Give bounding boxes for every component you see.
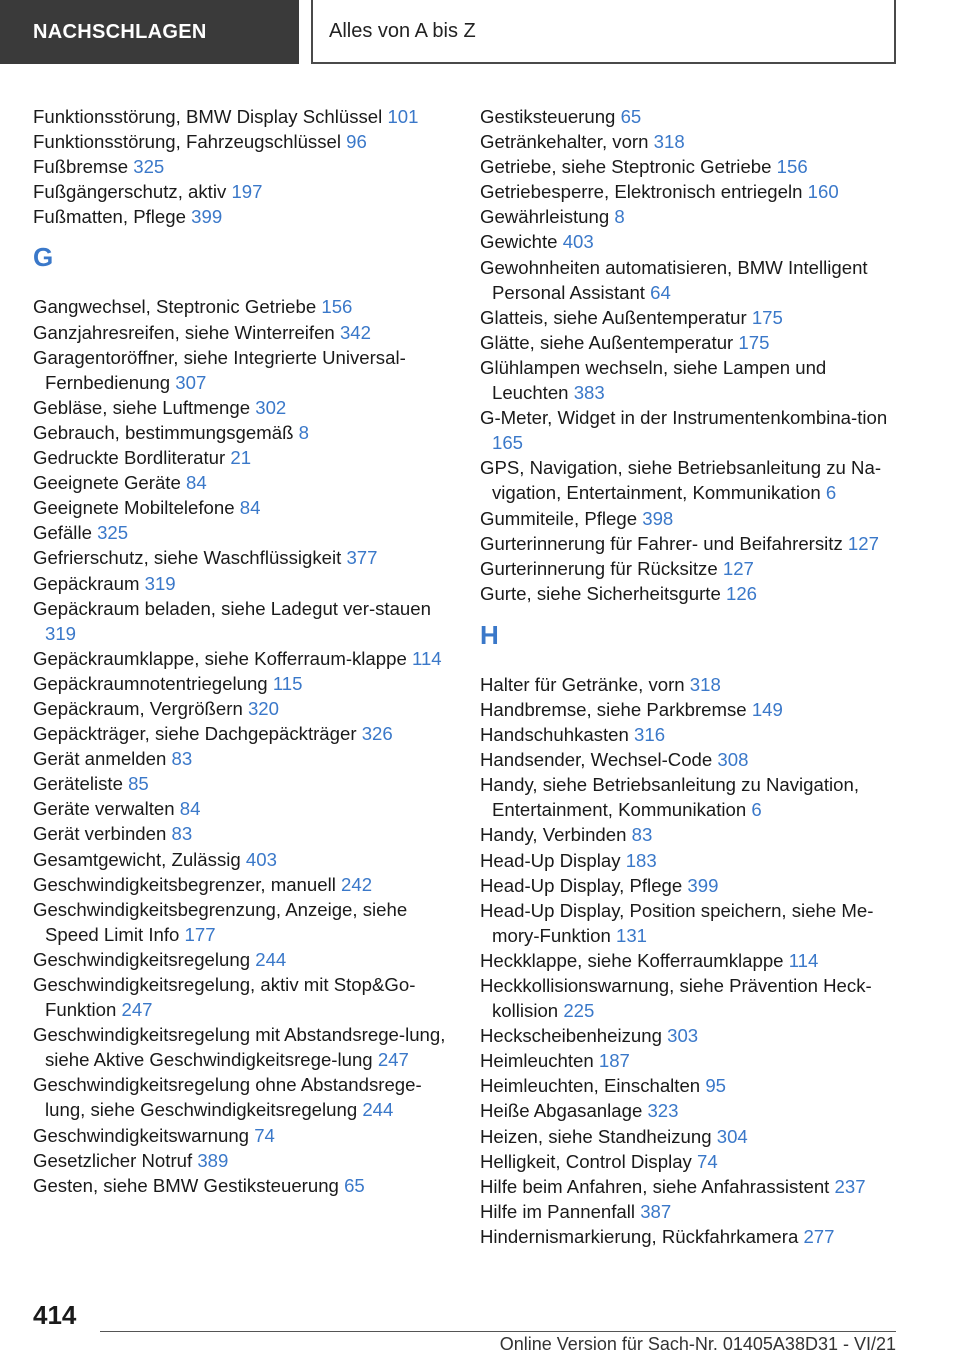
entry-text: G-Meter, Widget in der Instrumentenkombina-tion [480,407,888,429]
entry-text: Geeignete Geräte [33,472,181,494]
page-reference-link[interactable]: 114 [788,949,819,971]
page-reference-link[interactable]: 83 [171,748,193,770]
entry-text: Gurterinnerung für Fahrer- und Beifahrersitz [480,532,843,554]
entry-text: Gebrauch, bestimmungsgemäß [33,421,294,443]
page-reference-link[interactable]: 277 [803,1225,835,1247]
index-entry [33,821,453,846]
index-entry [480,697,900,722]
entry-text: Head-Up Display, Position speichern, siehe Me-mory-Funktion [480,899,874,946]
page-reference-link[interactable]: 84 [179,798,201,820]
index-letter-g: G [33,242,54,273]
index-entry [480,104,900,129]
index-entry [480,506,900,531]
page-reference-link[interactable]: 403 [245,848,277,870]
index-entry [480,255,900,305]
index-entry [480,1023,900,1048]
index-entry [33,796,453,821]
entry-text: Heizen, siehe Standheizung [480,1125,712,1147]
index-entry [480,154,900,179]
page-reference-link[interactable]: 6 [825,482,837,504]
index-entry [33,872,453,897]
page-reference-link[interactable]: 156 [776,156,808,178]
entry-text: Geräteliste [33,773,123,795]
index-entry [33,129,453,154]
page-reference-link[interactable]: 244 [362,1099,394,1121]
index-entry [480,204,900,229]
index-entry [33,179,453,204]
page-reference-link[interactable]: 8 [614,206,625,228]
page-reference-link[interactable]: 127 [722,557,754,579]
index-entry [480,179,900,204]
page-reference-link[interactable]: 175 [751,306,783,328]
index-entry [480,1174,900,1199]
page-reference-link[interactable]: 319 [45,622,77,644]
entry-text: Gurte, siehe Sicherheitsgurte [480,582,721,604]
index-entry [33,320,453,345]
entry-text: Heimleuchten, Einschalten [480,1075,701,1097]
index-entry [480,531,900,556]
entry-text: Helligkeit, Control Display [480,1150,692,1172]
entry-text: Handsender, Wechsel-Code [480,749,713,771]
entry-text: Gesetzlicher Notruf [33,1149,193,1171]
index-entry [480,1224,900,1249]
page-reference-link[interactable]: 115 [272,672,303,694]
index-entry [480,581,900,606]
index-entry [480,948,900,973]
page-reference-link[interactable]: 84 [239,497,261,519]
entry-text: Gepäckraumklappe, siehe Kofferraum-klappe [33,647,407,669]
entry-text: Heckscheibenheizung [480,1025,662,1047]
page-reference-link[interactable]: 225 [563,1000,595,1022]
entry-text: Gerät anmelden [33,748,167,770]
page-reference-link[interactable]: 237 [834,1175,866,1197]
page-reference-link[interactable]: 8 [298,421,309,443]
entry-text: Gefrierschutz, siehe Waschflüssigkeit [33,547,342,569]
page-reference-link[interactable]: 175 [738,331,770,353]
entry-text: Gepäckraum [33,572,140,594]
entry-text: Getriebesperre, Elektronisch entriegeln [480,181,803,203]
index-entry [33,947,453,972]
section-tab: NACHSCHLAGEN [0,0,299,64]
page-reference-link[interactable]: 83 [631,824,653,846]
page-reference-link[interactable]: 325 [133,156,165,178]
page-reference-link[interactable]: 398 [642,507,674,529]
index-entry [480,1124,900,1149]
entry-text: Funktionsstörung, BMW Display Schlüssel [33,106,383,127]
entries-g-right [480,104,900,606]
entry-text: Glatteis, siehe Außentemperatur [480,306,747,328]
entry-text: Geräte verwalten [33,798,175,820]
page-reference-link[interactable]: 156 [321,296,353,318]
index-entry [33,1148,453,1173]
index-entry [33,721,453,746]
index-entry [33,445,453,470]
chapter-title: Alles von A bis Z [311,0,896,64]
page-reference-link[interactable]: 101 [387,106,419,127]
page-reference-link[interactable]: 320 [247,697,279,719]
index-entry [33,646,453,671]
page-reference-link[interactable]: 74 [254,1124,275,1146]
entry-text: Fußmatten, Pflege [33,206,186,228]
page-reference-link[interactable]: 316 [634,724,666,746]
page-reference-link[interactable]: 247 [121,999,153,1021]
entry-text: Geschwindigkeitswarnung [33,1124,250,1146]
index-entry [33,495,453,520]
page-reference-link[interactable]: 131 [616,924,648,946]
index-entry [33,671,453,696]
index-letter-h: H [480,619,499,650]
index-entry [480,229,900,254]
entries-h [480,672,900,1249]
page-reference-link[interactable]: 403 [562,231,594,253]
index-entry [33,746,453,771]
entry-text: Handy, Verbinden [480,824,627,846]
index-entry [480,556,900,581]
page-reference-link[interactable]: 307 [175,371,207,393]
entry-text: Ganzjahresreifen, siehe Winterreifen [33,321,335,343]
page-reference-link[interactable]: 303 [667,1025,699,1047]
page-reference-link[interactable]: 114 [411,647,442,669]
page-reference-link[interactable]: 127 [847,532,879,554]
entry-text: Glühlampen wechseln, siehe Lampen und Leuchten [480,356,827,404]
entry-text: Gebläse, siehe Luftmenge [33,396,251,418]
page-reference-link[interactable]: 64 [650,281,671,303]
index-entry [33,596,453,646]
entry-text: Gerät verbinden [33,823,167,845]
page-number: 414 [33,1300,77,1330]
index-entry [33,345,453,395]
page-reference-link[interactable]: 65 [620,106,642,127]
page-reference-link[interactable]: 387 [640,1200,672,1222]
index-entry [480,1149,900,1174]
entry-text: Fußbremse [33,156,129,178]
page-reference-link[interactable]: 304 [716,1125,748,1147]
entry-text: Hilfe beim Anfahren, siehe Anfahrassistent [480,1175,830,1197]
entry-text: Geschwindigkeitsbegrenzer, manuell [33,873,336,895]
page-reference-link[interactable]: 383 [573,382,605,404]
page-reference-link[interactable]: 149 [751,698,783,720]
index-column-right [480,104,900,1249]
page-reference-link[interactable]: 308 [717,749,749,771]
index-entry [33,571,453,596]
index-entry [480,772,900,822]
index-entry [480,305,900,330]
index-entry [33,470,453,495]
index-entry [33,847,453,872]
index-entry [480,129,900,154]
entry-text: Gummiteile, Pflege [480,507,638,529]
index-entry [33,972,453,1022]
entry-text: Gewohnheiten automatisieren, BMW Intelligent Personal Assistant [480,256,868,303]
entry-text: Hilfe im Pannenfall [480,1200,636,1222]
page-reference-link[interactable]: 183 [625,849,657,871]
page-reference-link[interactable]: 65 [344,1174,365,1196]
entry-text: Heimleuchten [480,1050,594,1072]
page-reference-link[interactable]: 197 [231,181,263,203]
entry-text: Gepäckraum beladen, siehe Ladegut ver-stauen [33,597,431,619]
index-entry [480,330,900,355]
page-reference-link[interactable]: 187 [598,1050,630,1072]
index-entry [33,294,453,319]
index-entry [480,672,900,697]
index-entry [480,355,900,405]
index-entry [480,1199,900,1224]
entry-text: Hindernismarkierung, Rückfahrkamera [480,1225,799,1247]
page-reference-link[interactable]: 242 [341,873,373,895]
page-reference-link[interactable]: 302 [255,396,287,418]
entry-text: Fußgängerschutz, aktiv [33,181,227,203]
index-entry [33,420,453,445]
index-entry [33,395,453,420]
page-reference-link[interactable]: 95 [705,1075,727,1097]
page-reference-link[interactable]: 96 [346,131,367,153]
page-reference-link[interactable]: 318 [689,673,721,695]
page-reference-link[interactable]: 318 [653,131,685,153]
entry-text: Gepäckträger, siehe Dachgepäckträger [33,723,357,745]
page-reference-link[interactable]: 399 [687,874,719,896]
index-entry [33,1123,453,1148]
index-entry [480,898,900,948]
page-reference-link[interactable]: 377 [346,547,378,569]
index-entry [480,747,900,772]
index-entry [480,405,900,455]
entry-text: Geschwindigkeitsbegrenzung, Anzeige, siehe Speed Limit Info [33,898,408,945]
entries-f [33,104,453,229]
entry-text: Gesten, siehe BMW Gestiksteuerung [33,1174,339,1196]
page-reference-link[interactable]: 244 [255,948,287,970]
entry-text: Heiße Abgasanlage [480,1100,643,1122]
index-entry [33,520,453,545]
index-entry [480,848,900,873]
entry-text: GPS, Navigation, siehe Betriebsanleitung zu Na-vigation, Entertainment, Kommunikation [480,457,882,504]
entry-text: Getränkehalter, vorn [480,131,649,153]
page-reference-link[interactable]: 326 [361,723,393,745]
page-reference-link[interactable]: 160 [807,181,839,203]
page-reference-link[interactable]: 247 [377,1049,409,1071]
page-reference-link[interactable]: 74 [697,1150,718,1172]
entry-text: Gepäckraumnotentriegelung [33,672,268,694]
entries-g-left [33,294,453,1197]
entry-text: Heckkollisionswarnung, siehe Prävention Heck-kollision [480,975,872,1022]
page-reference-link[interactable]: 85 [128,773,149,795]
entry-text: Geeignete Mobiltelefone [33,497,235,519]
entry-text: Gedruckte Bordliteratur [33,447,226,469]
entry-text: Gangwechsel, Steptronic Getriebe [33,296,317,318]
entry-text: Geschwindigkeitsregelung mit Abstandsrege-lung, siehe Aktive Geschwindigkeitsrege-lung [33,1024,446,1071]
page-reference-link[interactable]: 21 [230,447,252,469]
page-reference-link[interactable]: 6 [751,799,762,821]
index-entry [480,1073,900,1098]
page-reference-link[interactable]: 323 [647,1100,679,1122]
page-reference-link[interactable]: 84 [186,472,207,494]
page-header [0,0,960,68]
index-entry [33,545,453,570]
page-reference-link[interactable]: 399 [191,206,223,228]
index-entry [480,1098,900,1123]
index-entry [480,973,900,1023]
index-entry [480,722,900,747]
index-entry [33,154,453,179]
entry-text: Gesamtgewicht, Zulässig [33,848,241,870]
index-column-left [33,104,453,1198]
entry-text: Gewährleistung [480,206,610,228]
entry-text: Gewichte [480,231,558,253]
entry-text: Garagentoröffner, siehe Integrierte Universal-Fernbedienung [33,346,406,393]
entry-text: Geschwindigkeitsregelung ohne Abstandsrege-lung, siehe Geschwindigkeitsregelung [33,1074,422,1121]
entry-text: Geschwindigkeitsregelung [33,948,251,970]
index-entry [33,897,453,947]
entry-text: Handbremse, siehe Parkbremse [480,698,747,720]
entry-text: Gestiksteuerung [480,106,616,127]
index-entry [480,1048,900,1073]
entry-text: Heckklappe, siehe Kofferraumklappe [480,949,784,971]
page-reference-link[interactable]: 325 [97,522,129,544]
page-reference-link[interactable]: 165 [492,432,524,454]
entry-text: Head-Up Display, Pflege [480,874,683,896]
index-entry [33,1173,453,1198]
entry-text: Gepäckraum, Vergrößern [33,697,243,719]
online-version-note: Online Version für Sach-Nr. 01405A38D31 - VI/21 [499,1334,896,1354]
page-reference-link[interactable]: 126 [725,582,758,604]
page-reference-link[interactable]: 389 [197,1149,229,1171]
index-entry [33,771,453,796]
entry-text: Head-Up Display [480,849,621,871]
entry-text: Handy, siehe Betriebsanleitung zu Navigation, Entertainment, Kommunikation [480,774,859,821]
page-reference-link[interactable]: 177 [184,923,216,945]
footer-divider [100,1331,896,1332]
page-reference-link[interactable]: 83 [171,823,193,845]
page-reference-link[interactable]: 319 [144,572,176,594]
entry-text: Handschuhkasten [480,724,629,746]
page-reference-link[interactable]: 342 [339,321,371,343]
entry-text: Gurterinnerung für Rücksitze [480,557,718,579]
entry-text: Getriebe, siehe Steptronic Getriebe [480,156,772,178]
index-entry [480,822,900,847]
entry-text: Glätte, siehe Außentemperatur [480,331,734,353]
index-entry [33,1072,453,1122]
entry-text: Gefälle [33,522,92,544]
entry-text: Geschwindigkeitsregelung, aktiv mit Stop&Go-Funktion [33,974,416,1021]
index-entry [33,696,453,721]
entry-text: Funktionsstörung, Fahrzeugschlüssel [33,131,341,153]
index-entry [33,204,453,229]
index-entry [480,873,900,898]
index-entry [480,455,900,505]
index-entry [33,1022,453,1072]
entry-text: Halter für Getränke, vorn [480,673,685,695]
index-entry [33,104,453,129]
